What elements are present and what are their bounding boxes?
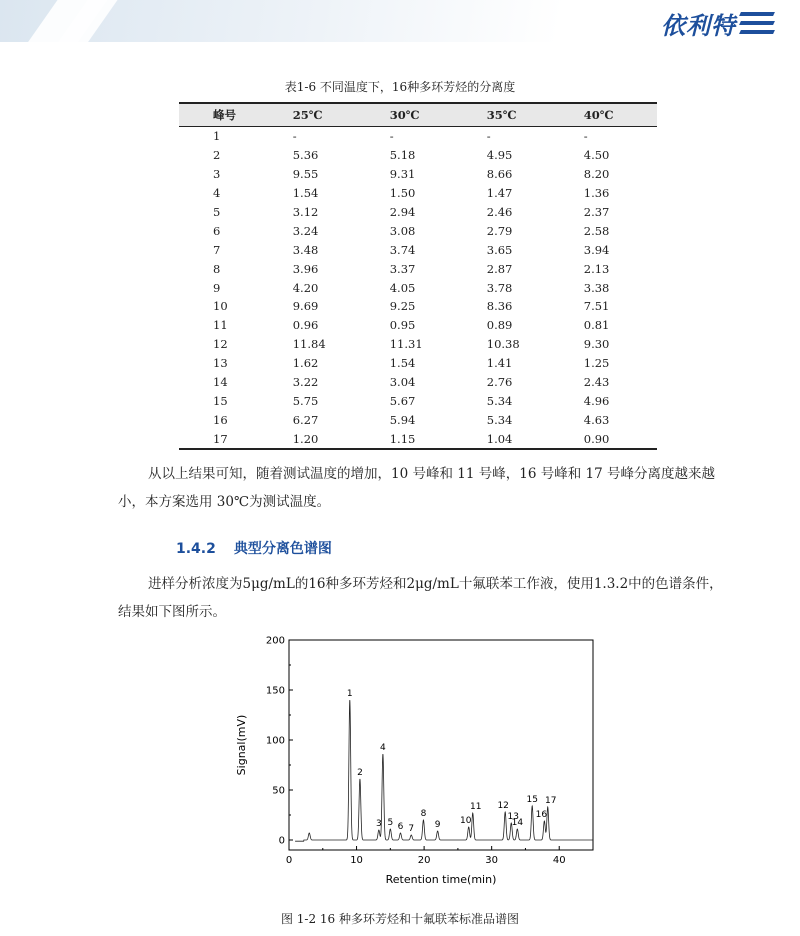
table-cell: 1.20: [283, 429, 380, 449]
table-cell: 9.31: [389, 167, 416, 182]
table-cell: 9.25: [389, 299, 416, 314]
table-cell: 3.65: [486, 242, 513, 257]
column-header: 35℃: [477, 103, 574, 127]
peak-label: 8: [420, 809, 427, 819]
logo-bars-icon: [740, 12, 774, 34]
table-cell: 3.08: [389, 223, 416, 238]
peak-label: 1: [346, 689, 353, 699]
x-axis-label: Retention time(min): [385, 873, 497, 886]
section-heading: [176, 538, 350, 558]
table-cell: 0.81: [583, 318, 610, 333]
table-row: [179, 410, 657, 429]
table-cell: 3.12: [292, 205, 319, 219]
table-cell: 2: [213, 148, 221, 163]
table-cell: 2.37: [583, 205, 610, 219]
paragraph-line: 从以上结果可知，随着测试温度的增加，10 号峰和 11 号峰，16 号峰和 17 号峰分离度越来越: [148, 466, 715, 482]
peak-label: 4: [380, 743, 386, 753]
peak-label: 7: [408, 824, 415, 834]
paragraph-line: 小，本方案选用 30℃为测试温度。: [118, 494, 331, 510]
table-cell: 0.95: [389, 318, 416, 333]
table-cell: 8.36: [486, 299, 513, 314]
table-cell: 1.62: [292, 356, 319, 371]
table-cell: 3.78: [486, 280, 513, 295]
table-row: [179, 278, 657, 297]
table-cell: 3: [213, 167, 221, 182]
table-cell: 2.43: [583, 375, 610, 390]
y-tick-label: 200: [265, 635, 285, 647]
figure-caption: 图 1-2 16 种多环芳烃和十氟联苯标准品谱图: [280, 912, 520, 926]
table-cell: 1.41: [486, 356, 513, 371]
table-row: [179, 316, 657, 335]
table-cell: 2.87: [486, 261, 513, 276]
table-cell: 5.94: [389, 412, 416, 427]
peak-label: 6: [397, 822, 404, 832]
table-cell: 9.30: [583, 337, 610, 352]
x-tick-label: 20: [417, 855, 431, 866]
table-cell: 2.46: [486, 205, 513, 219]
table-cell: 9.55: [292, 167, 319, 182]
table-cell: 1.50: [389, 186, 416, 201]
table-cell: 5.75: [292, 393, 319, 408]
table-cell: -: [486, 129, 491, 144]
table-cell: 8.66: [486, 167, 513, 182]
table-cell: 17: [179, 429, 283, 449]
table-cell: 2.58: [583, 223, 610, 238]
table-cell: 4.50: [583, 148, 610, 163]
section-number: 1.4.2: [176, 541, 216, 557]
table-cell: 5.34: [486, 412, 513, 427]
peak-label: 15: [526, 795, 538, 805]
x-tick-label: 30: [485, 855, 499, 866]
table-cell: 11.31: [389, 337, 423, 352]
table-row: [179, 165, 657, 184]
table-cell: 16: [213, 412, 228, 427]
table-cell: 2.76: [486, 375, 513, 390]
peak-label: 13: [507, 812, 519, 822]
table-cell: 11: [213, 318, 228, 333]
paragraph-line: 结果如下图所示。: [118, 604, 226, 620]
column-header: 40℃: [574, 103, 657, 127]
table-cell: 0.90: [574, 429, 657, 449]
table-cell: 9: [213, 280, 221, 295]
peak-label: 12: [497, 801, 509, 811]
peak-label: 16: [535, 810, 548, 820]
table-cell: 11.84: [292, 337, 326, 352]
logo-text: 依利特: [661, 11, 736, 40]
table-body: [179, 127, 657, 450]
table-cell: 4.05: [389, 280, 416, 295]
table-cell: 12: [213, 337, 228, 352]
table-cell: 1.54: [292, 186, 319, 201]
table-row: [179, 203, 657, 222]
table-row: [179, 373, 657, 392]
chromatogram-chart: [225, 628, 615, 896]
table-cell: 8: [213, 261, 221, 276]
table-row: [179, 354, 657, 373]
table-cell: -: [389, 129, 394, 144]
peak-label: 5: [387, 818, 394, 828]
x-tick-label: 40: [552, 855, 566, 866]
table-cell: 9.69: [292, 299, 319, 314]
table-row: [179, 184, 657, 203]
table-header-row: [179, 103, 657, 127]
table-cell: 10.38: [486, 337, 520, 352]
peak-label: 17: [545, 796, 557, 806]
table-cell: 3.04: [389, 375, 416, 390]
table-cell: 3.37: [389, 261, 416, 276]
table-cell: 1.15: [380, 429, 477, 449]
column-header: 峰号: [179, 103, 283, 127]
peak-label: 14: [511, 818, 524, 828]
table-cell: 1.54: [389, 356, 416, 371]
table-cell: -: [583, 129, 588, 144]
section-title: 典型分离色谱图: [233, 541, 332, 557]
paragraph-method: [118, 570, 728, 626]
peak-label: 2: [357, 768, 363, 778]
column-header: 30℃: [380, 103, 477, 127]
x-tick-label: 10: [350, 855, 363, 866]
paragraph-line: 进样分析浓度为5μg/mL的16种多环芳烃和2μg/mL十氟联苯工作液，使用1.3.2中的色谱条件，: [148, 576, 723, 592]
chromatogram-trace: [295, 700, 593, 841]
table-cell: 4.63: [583, 412, 610, 427]
plot-frame: [289, 640, 593, 850]
y-tick-label: 100: [265, 735, 285, 747]
table-cell: 3.48: [292, 242, 319, 257]
table-row: [179, 429, 657, 449]
table-row: [179, 335, 657, 354]
table-cell: 0.96: [292, 318, 319, 333]
table-cell: 7.51: [583, 299, 610, 314]
table-cell: 3.94: [583, 242, 610, 257]
table-row: [179, 391, 657, 410]
table-cell: -: [292, 129, 297, 144]
table-cell: 2.13: [583, 261, 610, 276]
table-cell: 3.38: [583, 280, 610, 295]
table-cell: 4.95: [486, 148, 513, 163]
table-cell: 5.67: [389, 393, 416, 408]
paragraph-conclusion: [118, 460, 728, 516]
table-cell: 1.36: [583, 186, 610, 201]
table-row: [179, 127, 657, 146]
table-caption: 表1-6 不同温度下，16种多环芳烃的分离度: [284, 80, 516, 94]
y-tick-label: 150: [265, 685, 285, 697]
table-row: [179, 146, 657, 165]
table-cell: 5.18: [389, 148, 416, 163]
table-row: [179, 221, 657, 240]
table-cell: 10: [213, 299, 228, 314]
peak-label: 9: [434, 820, 441, 830]
peak-label: 3: [375, 819, 382, 829]
column-header: 25℃: [283, 103, 380, 127]
table-cell: 3.22: [292, 375, 319, 390]
y-tick-label: 0: [278, 835, 285, 847]
table-cell: 1.04: [477, 429, 574, 449]
table-cell: 7: [213, 242, 221, 257]
table-cell: 4.96: [583, 393, 610, 408]
table-cell: 6.27: [292, 412, 319, 427]
table-cell: 3.24: [292, 223, 319, 238]
table-cell: 3.74: [389, 242, 416, 257]
table-cell: 4: [213, 186, 221, 201]
y-axis-label: Signal(mV): [235, 714, 248, 776]
table-cell: 6: [213, 223, 221, 238]
table-cell: 15: [213, 393, 228, 408]
table-cell: 1.25: [583, 356, 610, 371]
table-row: [179, 297, 657, 316]
table-cell: 0.89: [486, 318, 513, 333]
table-cell: 1.47: [486, 186, 513, 201]
table-cell: 1: [213, 129, 221, 144]
peak-label: 10: [459, 816, 472, 826]
table-cell: 2.94: [389, 205, 416, 219]
table-cell: 13: [213, 356, 228, 371]
table-cell: 2.79: [486, 223, 513, 238]
table-cell: 5.36: [292, 148, 319, 163]
table-row: [179, 259, 657, 278]
table-row: [179, 240, 657, 259]
peak-label: 11: [470, 802, 482, 812]
table-cell: 5: [213, 205, 221, 219]
table-cell: 4.20: [292, 280, 319, 295]
company-logo: [661, 8, 774, 38]
table-cell: 3.96: [292, 261, 319, 276]
table-cell: 5.34: [486, 393, 513, 408]
x-tick-label: 0: [285, 855, 293, 866]
table-cell: 14: [213, 375, 228, 390]
resolution-table: [179, 102, 657, 450]
y-tick-label: 50: [272, 785, 285, 797]
table-cell: 8.20: [583, 167, 610, 182]
